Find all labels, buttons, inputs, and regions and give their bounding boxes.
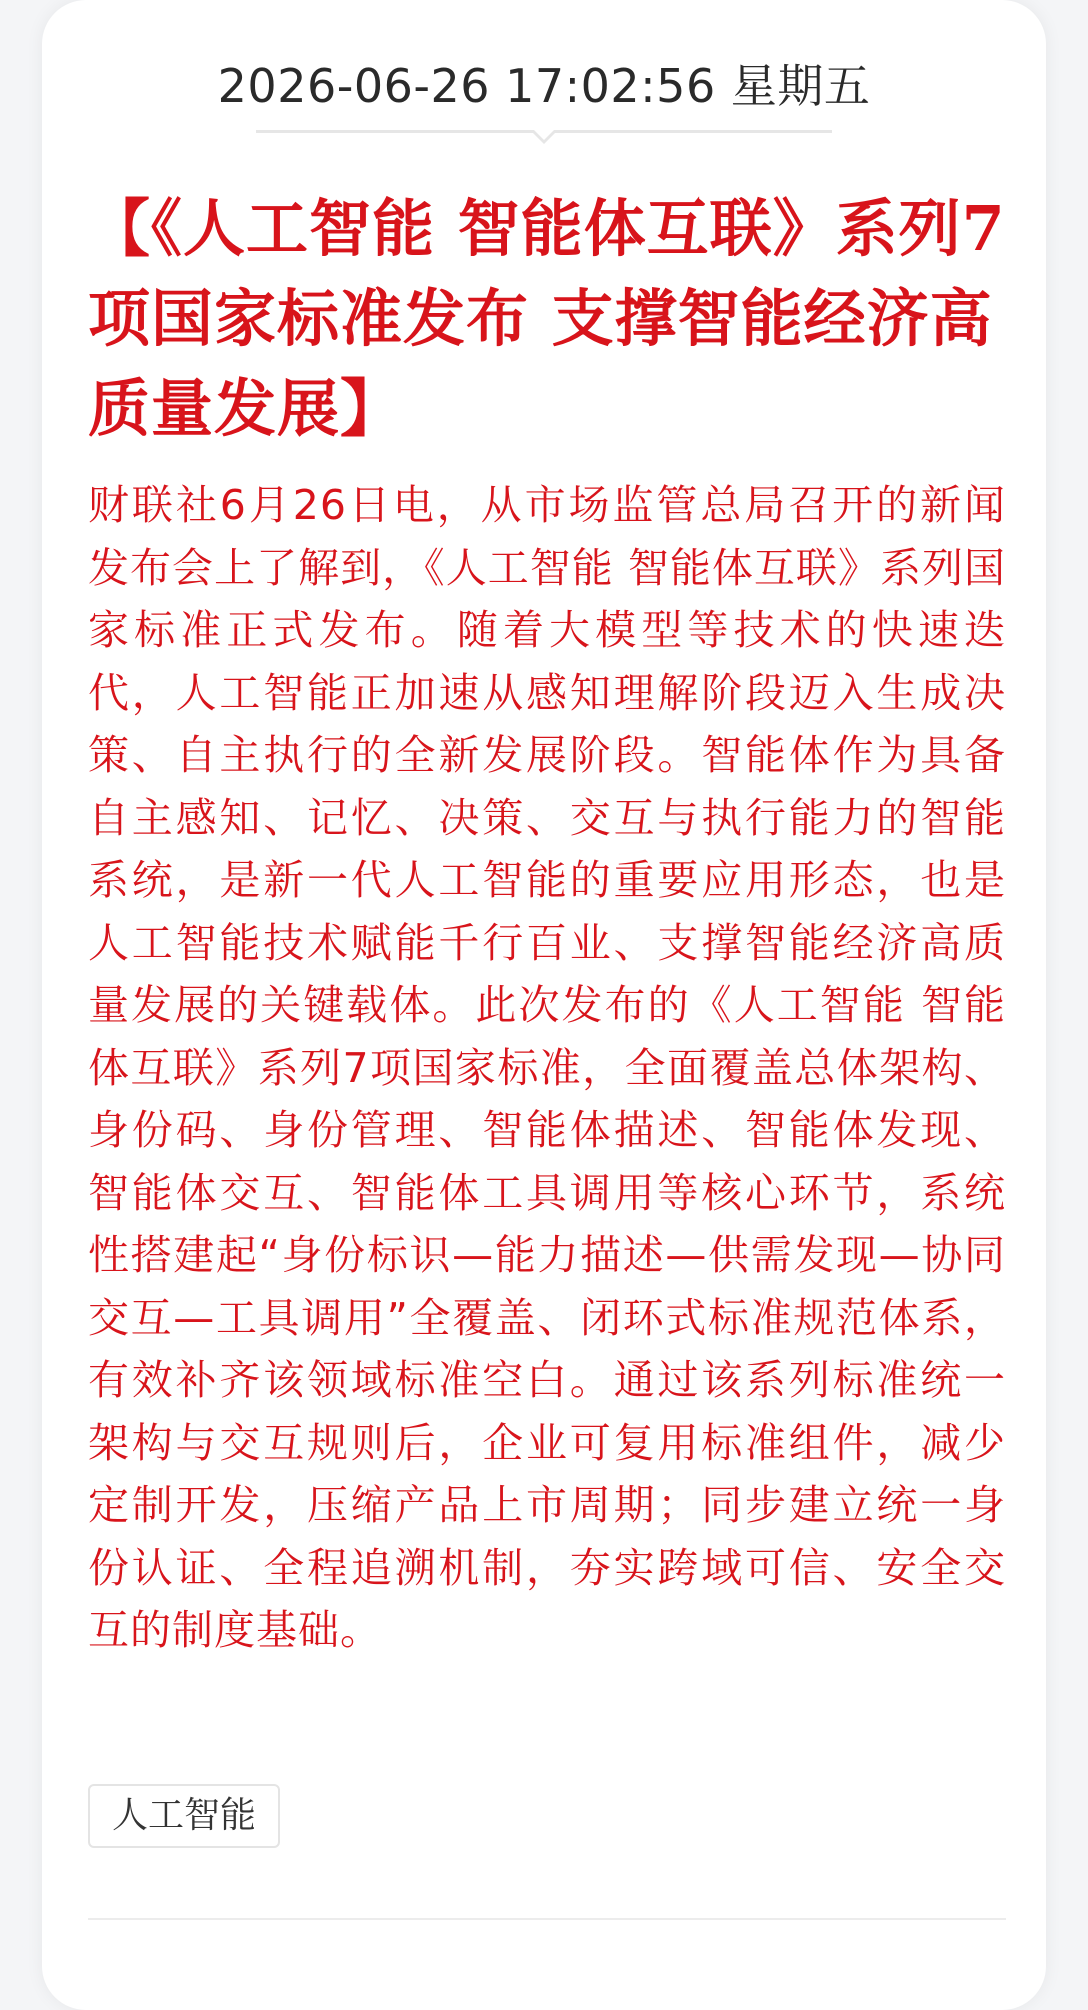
bottom-divider bbox=[88, 1918, 1006, 1920]
topic-tag[interactable]: 人工智能 bbox=[88, 1784, 280, 1848]
news-card bbox=[42, 0, 1046, 2010]
article-headline: 【《人工智能 智能体互联》系列7项国家标准发布 支撑智能经济高质量发展】 bbox=[88, 192, 1006, 445]
article-body: 财联社6月26日电，从市场监管总局召开的新闻发布会上了解到，《人工智能 智能体互联》系列国家标准正式发布。随着大模型等技术的快速迭代，人工智能正加速从感知理解阶段迈入生成决策、自主执行的全新发展阶段。智能体作为具备自主感知、记忆、决策、交互与执行能力的智能系统，是新一代人工智能的重要应用形态，也是人工智能技术赋能千行百业、支撑智能经济高质量发展的关键载体。此次发布的《人工智能 智能体互联》系列7项国家标准，全面覆盖总体架构、身份码、身份管理、智能体描述、智能体发现、智能体交互、智能体工具调用等核心环节，系统性搭建起“身份标识—能力描述—供需发现—协同交互—工具调用”全覆盖、闭环式标准规范体系，有效补齐该领域标准空白。通过该系列标准统一架构与交互规则后，企业可复用标准组件，减少定制开发，压缩产品上市周期；同步建立统一身份认证、全程追溯机制，夯实跨域可信、安全交互的制度基础。 bbox=[88, 481, 1006, 1654]
publish-datetime: 2026-06-26 17:02:56 星期五 bbox=[217, 59, 871, 113]
datetime-divider-notch-inner bbox=[533, 129, 555, 140]
